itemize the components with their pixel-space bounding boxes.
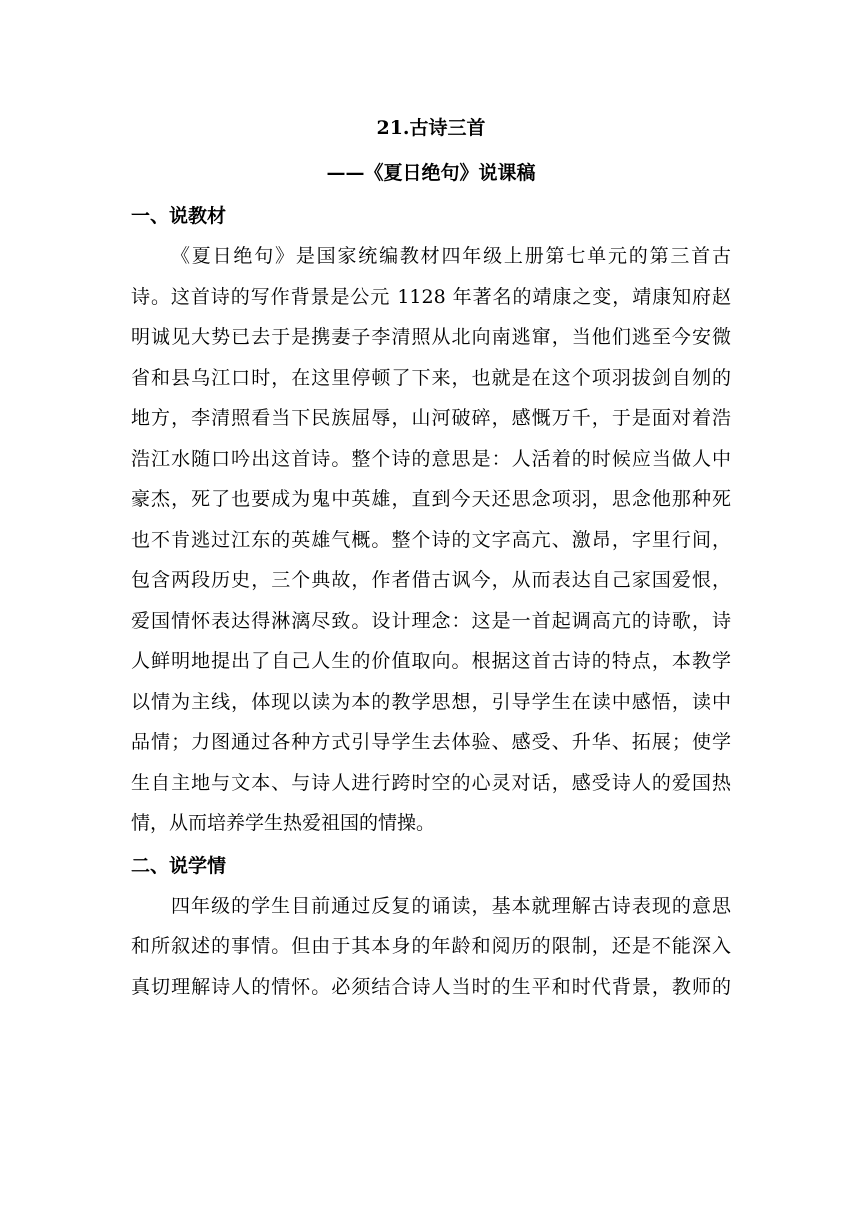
paragraph-line: 浩江水随口吟出这首诗。整个诗的意思是：人活着的时候应当做人中 — [131, 447, 731, 470]
paragraph-line: 明诚见大势已去于是携妻子李清照从北向南逃窜，当他们逃至今安微 — [131, 326, 731, 348]
section-heading-textbook: 一、说教材 — [131, 205, 227, 227]
section-heading-students: 二、说学情 — [131, 854, 227, 877]
paragraph-line: 省和县乌江口时，在这里停顿了下来，也就是在这个项羽拔剑自刎的 — [131, 366, 731, 389]
paragraph-line: 《夏日绝句》是国家统编教材四年级上册第七单元的第三首古 — [171, 245, 731, 267]
paragraph-line: 包含两段历史，三个典故，作者借古讽今，从而表达自己家国爱恨， — [131, 569, 731, 591]
document-title: 21.古诗三首 — [376, 117, 486, 139]
paragraph-line: 真切理解诗人的情怀。必须结合诗人当时的生平和时代背景，教师的 — [131, 975, 731, 998]
document-subtitle: ——《夏日绝句》说课稿 — [326, 162, 536, 184]
paragraph-line: 品情；力图通过各种方式引导学生去体验、感受、升华、拓展；使学 — [131, 731, 731, 753]
paragraph-line: 人鲜明地提出了自己人生的价值取向。根据这首古诗的特点，本教学 — [131, 650, 731, 672]
paragraph-line: 生自主地与文本、与诗人进行跨时空的心灵对话，感受诗人的爱国热 — [131, 771, 731, 794]
paragraph-line: 豪杰，死了也要成为鬼中英雄，直到今天还思念项羽，思念他那种死 — [131, 488, 731, 510]
paragraph-line: 爱国情怀表达得淋漓尽致。设计理念：这是一首起调高亢的诗歌，诗 — [131, 609, 731, 632]
paragraph-line: 以情为主线，体现以读为本的教学思想，引导学生在读中感悟，读中 — [131, 690, 731, 713]
section-paragraph-textbook — [131, 236, 731, 844]
paragraph-line: 四年级的学生目前通过反复的诵读，基本就理解古诗表现的意思 — [171, 894, 731, 917]
paragraph-line: 和所叙述的事情。但由于其本身的年龄和阅历的限制，还是不能深入 — [131, 935, 731, 957]
paragraph-line: 也不肯逃过江东的英雄气概。整个诗的文字高亢、激昂，字里行间， — [131, 528, 731, 551]
paragraph-line: 地方，李清照看当下民族屈辱，山河破碎，感慨万千，于是面对着浩 — [131, 407, 731, 429]
section-paragraph-students — [131, 886, 731, 1008]
paragraph-line: 诗。这首诗的写作背景是公元 1128 年著名的靖康之变，靖康知府赵 — [131, 285, 731, 308]
document-page — [131, 112, 731, 1007]
paragraph-line: 情，从而培养学生热爱祖国的情操。 — [131, 812, 436, 834]
